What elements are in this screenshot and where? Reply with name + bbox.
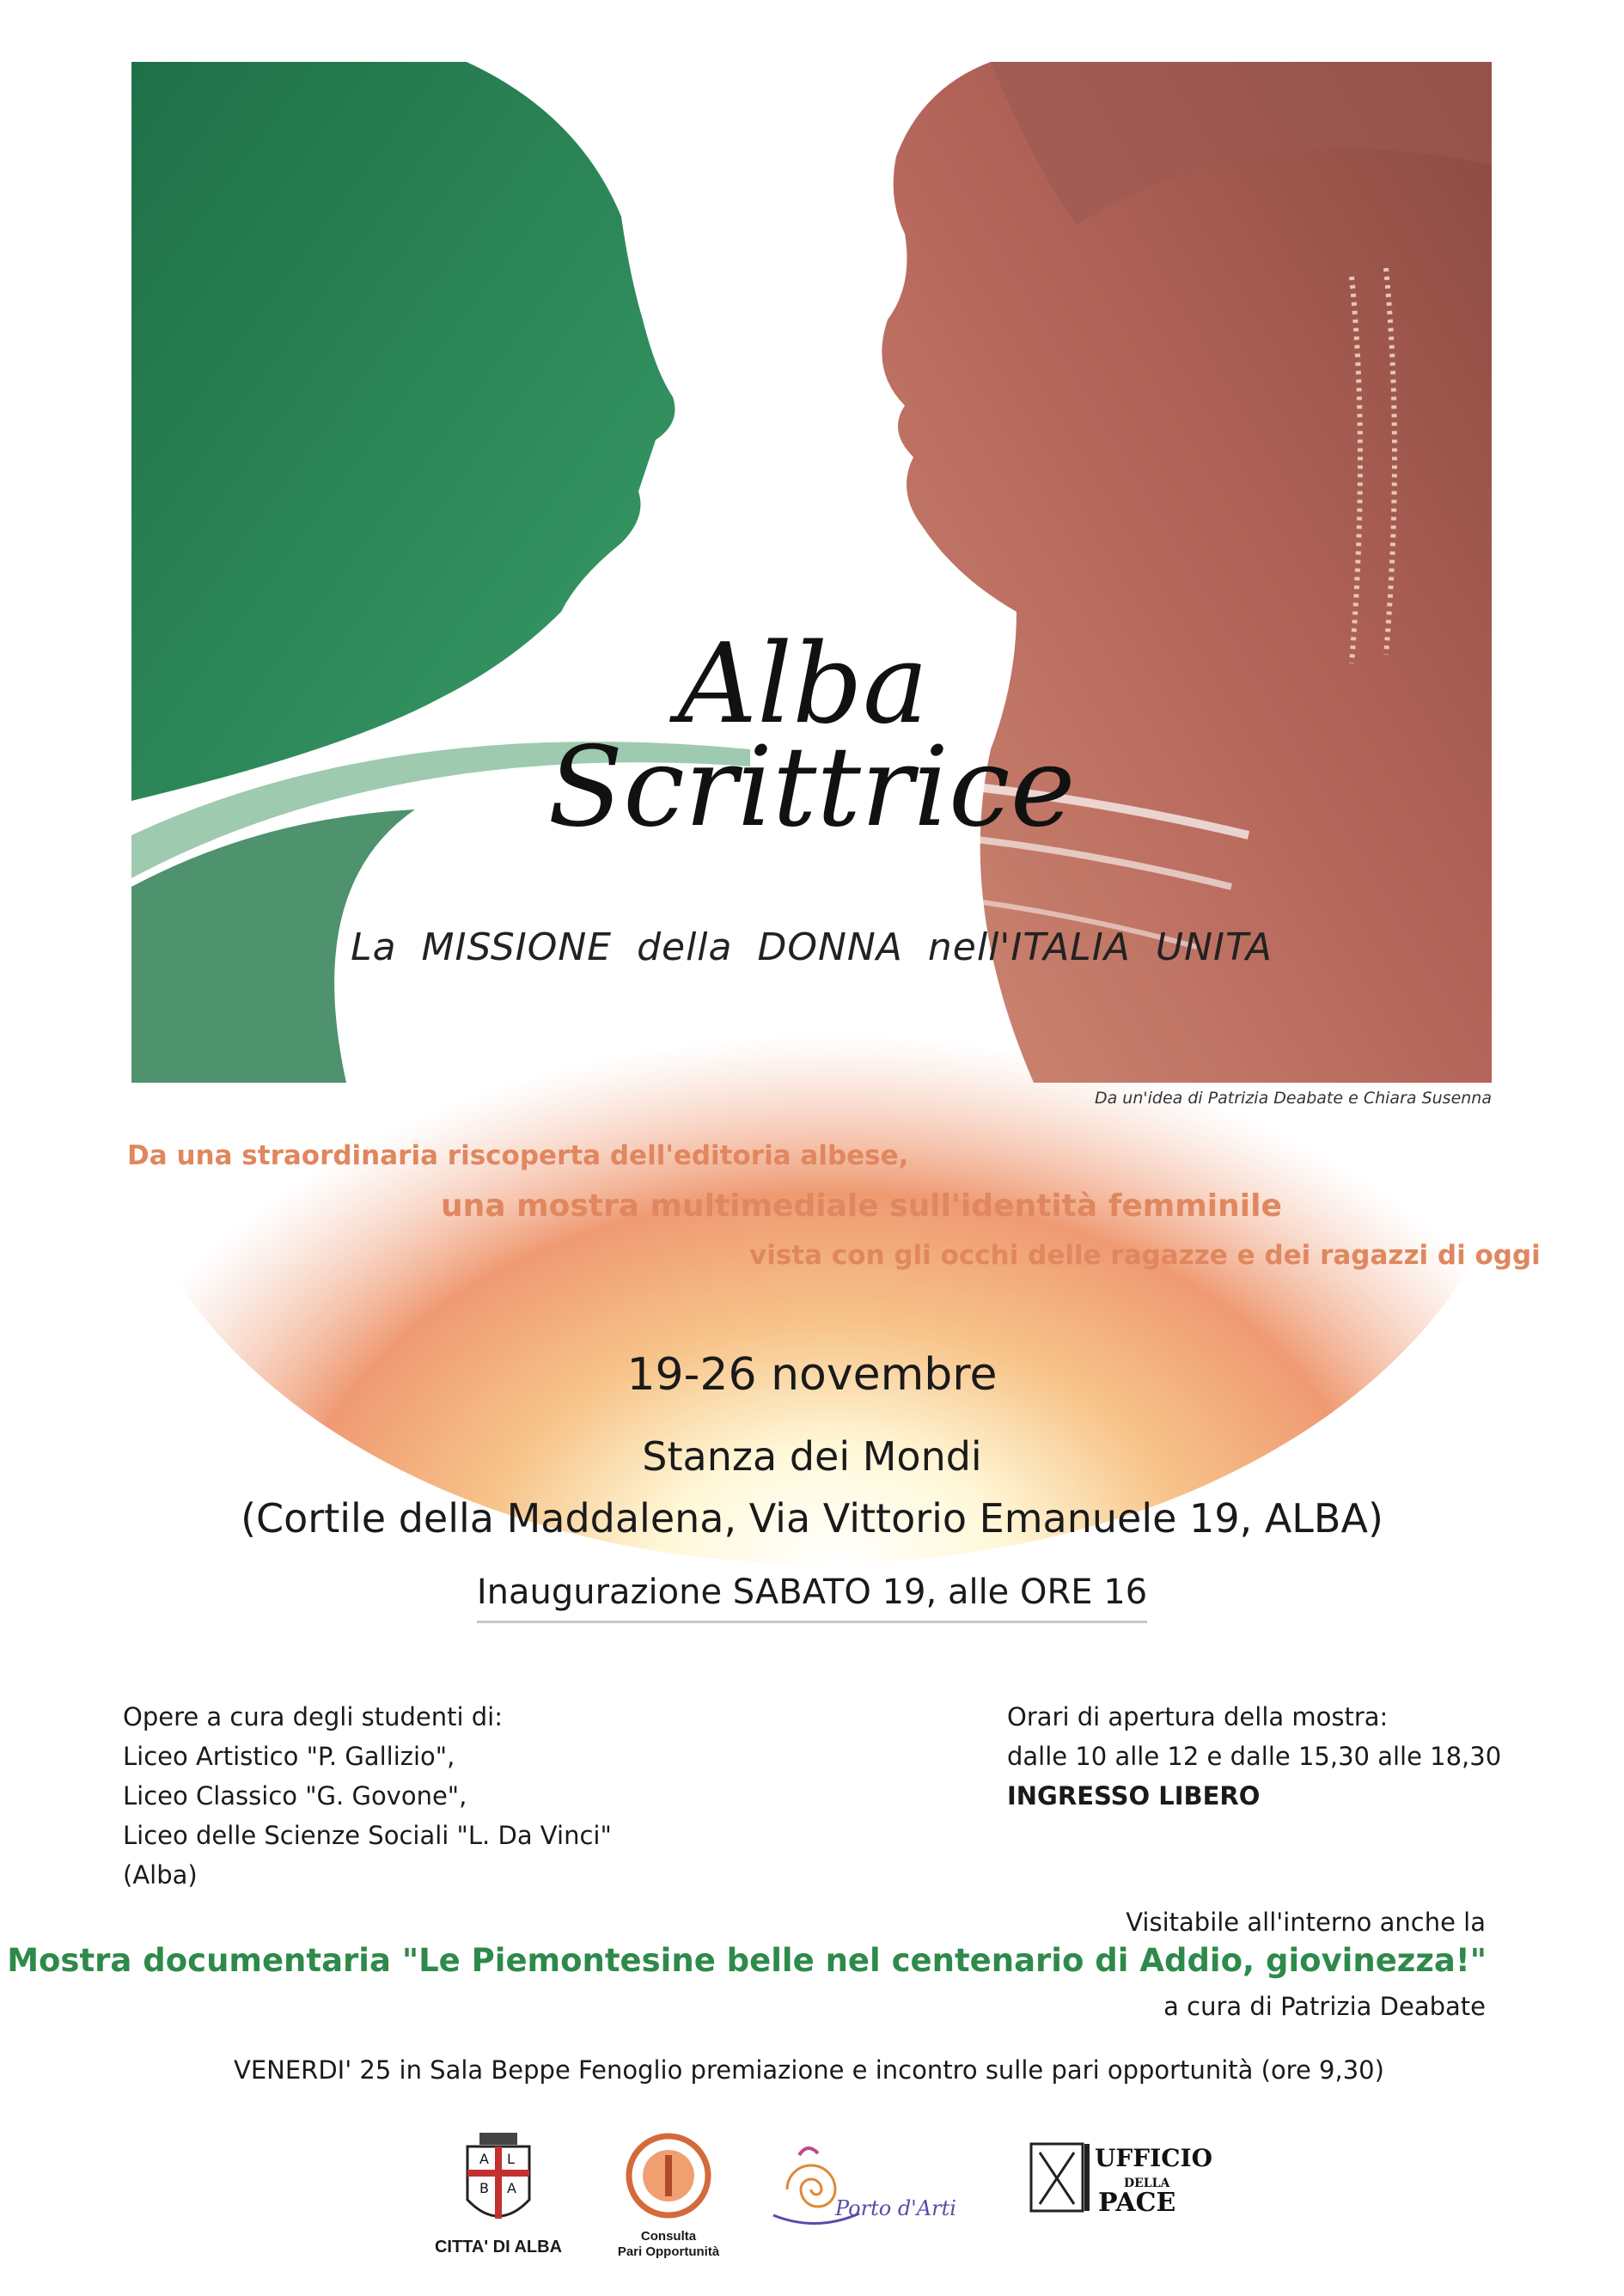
svg-text:B: B xyxy=(479,2180,489,2196)
consulta-emblem-icon xyxy=(600,2131,737,2226)
credit-line: Da un'idea di Patrizia Deabate e Chiara Susenna xyxy=(1094,1089,1492,1108)
friday-event: VENERDI' 25 in Sala Beppe Fenoglio premiazione e incontro sulle pari opportunità (ore 9,30) xyxy=(234,2055,1384,2085)
inauguration-text: Inaugurazione SABATO 19, alle ORE 16 xyxy=(477,1572,1147,1623)
students-heading: Opere a cura degli studenti di: xyxy=(123,1702,504,1731)
consulta-logo xyxy=(600,2131,737,2260)
alba-logo xyxy=(412,2131,584,2257)
svg-text:Porto d'Arti: Porto d'Arti xyxy=(835,2196,956,2220)
hours-times: dalle 10 alle 12 e dalle 15,30 alle 18,30 xyxy=(1007,1742,1502,1771)
students-column xyxy=(123,1697,612,1895)
consulta-label-line1: Consulta xyxy=(640,2229,697,2244)
event-venue: Stanza dei Mondi xyxy=(642,1433,982,1480)
documentary-curator: a cura di Patrizia Deabate xyxy=(1163,1992,1486,2021)
poster-image xyxy=(131,62,1492,1083)
inauguration-block xyxy=(0,1572,1624,1623)
poster-title-line2: Scrittrice xyxy=(547,724,1076,852)
svg-text:DELLA: DELLA xyxy=(1124,2177,1170,2190)
school-item: (Alba) xyxy=(123,1860,198,1890)
school-item: Liceo delle Scienze Sociali "L. Da Vinci" xyxy=(123,1821,612,1850)
poster-subtitle: La MISSIONE della DONNA nell'ITALIA UNITA xyxy=(351,925,1273,969)
ufficio-emblem-icon xyxy=(1028,2135,1213,2221)
intro-line-3: vista con gli occhi delle ragazze e dei ragazzi di oggi xyxy=(749,1240,1541,1271)
ufficio-pace-logo xyxy=(1028,2135,1213,2225)
svg-text:A: A xyxy=(507,2180,516,2196)
school-item: Liceo Classico "G. Govone", xyxy=(123,1781,467,1811)
school-item: Liceo Artistico "P. Gallizio", xyxy=(123,1742,455,1771)
free-entry: INGRESSO LIBERO xyxy=(1007,1781,1261,1811)
alba-logo-label: CITTA' DI ALBA xyxy=(434,2238,563,2256)
poster-title-line1: Alba xyxy=(677,620,929,748)
svg-text:L: L xyxy=(507,2151,515,2167)
svg-text:PACE: PACE xyxy=(1098,2188,1176,2218)
documentary-intro: Visitabile all'interno anche la xyxy=(1126,1908,1486,1937)
documentary-title: Mostra documentaria "Le Piemontesine belle nel centenario di Addio, giovinezza!" xyxy=(7,1942,1487,1979)
consulta-label-line2: Pari Opportunità xyxy=(617,2244,720,2259)
intro-line-1: Da una straordinaria riscoperta dell'editoria albese, xyxy=(127,1140,909,1171)
svg-text:A: A xyxy=(479,2151,489,2167)
hours-heading: Orari di apertura della mostra: xyxy=(1007,1702,1389,1731)
intro-line-2: una mostra multimediale sull'identità femminile xyxy=(441,1188,1282,1224)
consulta-logo-label xyxy=(600,2229,737,2260)
alba-shield-icon xyxy=(412,2131,584,2234)
svg-text:UFFICIO: UFFICIO xyxy=(1095,2144,1213,2172)
porto-logo xyxy=(756,2138,956,2236)
event-dates: 19-26 novembre xyxy=(626,1349,998,1401)
event-address: (Cortile della Maddalena, Via Vittorio Emanuele 19, ALBA) xyxy=(241,1495,1383,1542)
hours-column xyxy=(1007,1697,1501,1816)
spiral-icon xyxy=(756,2138,956,2232)
